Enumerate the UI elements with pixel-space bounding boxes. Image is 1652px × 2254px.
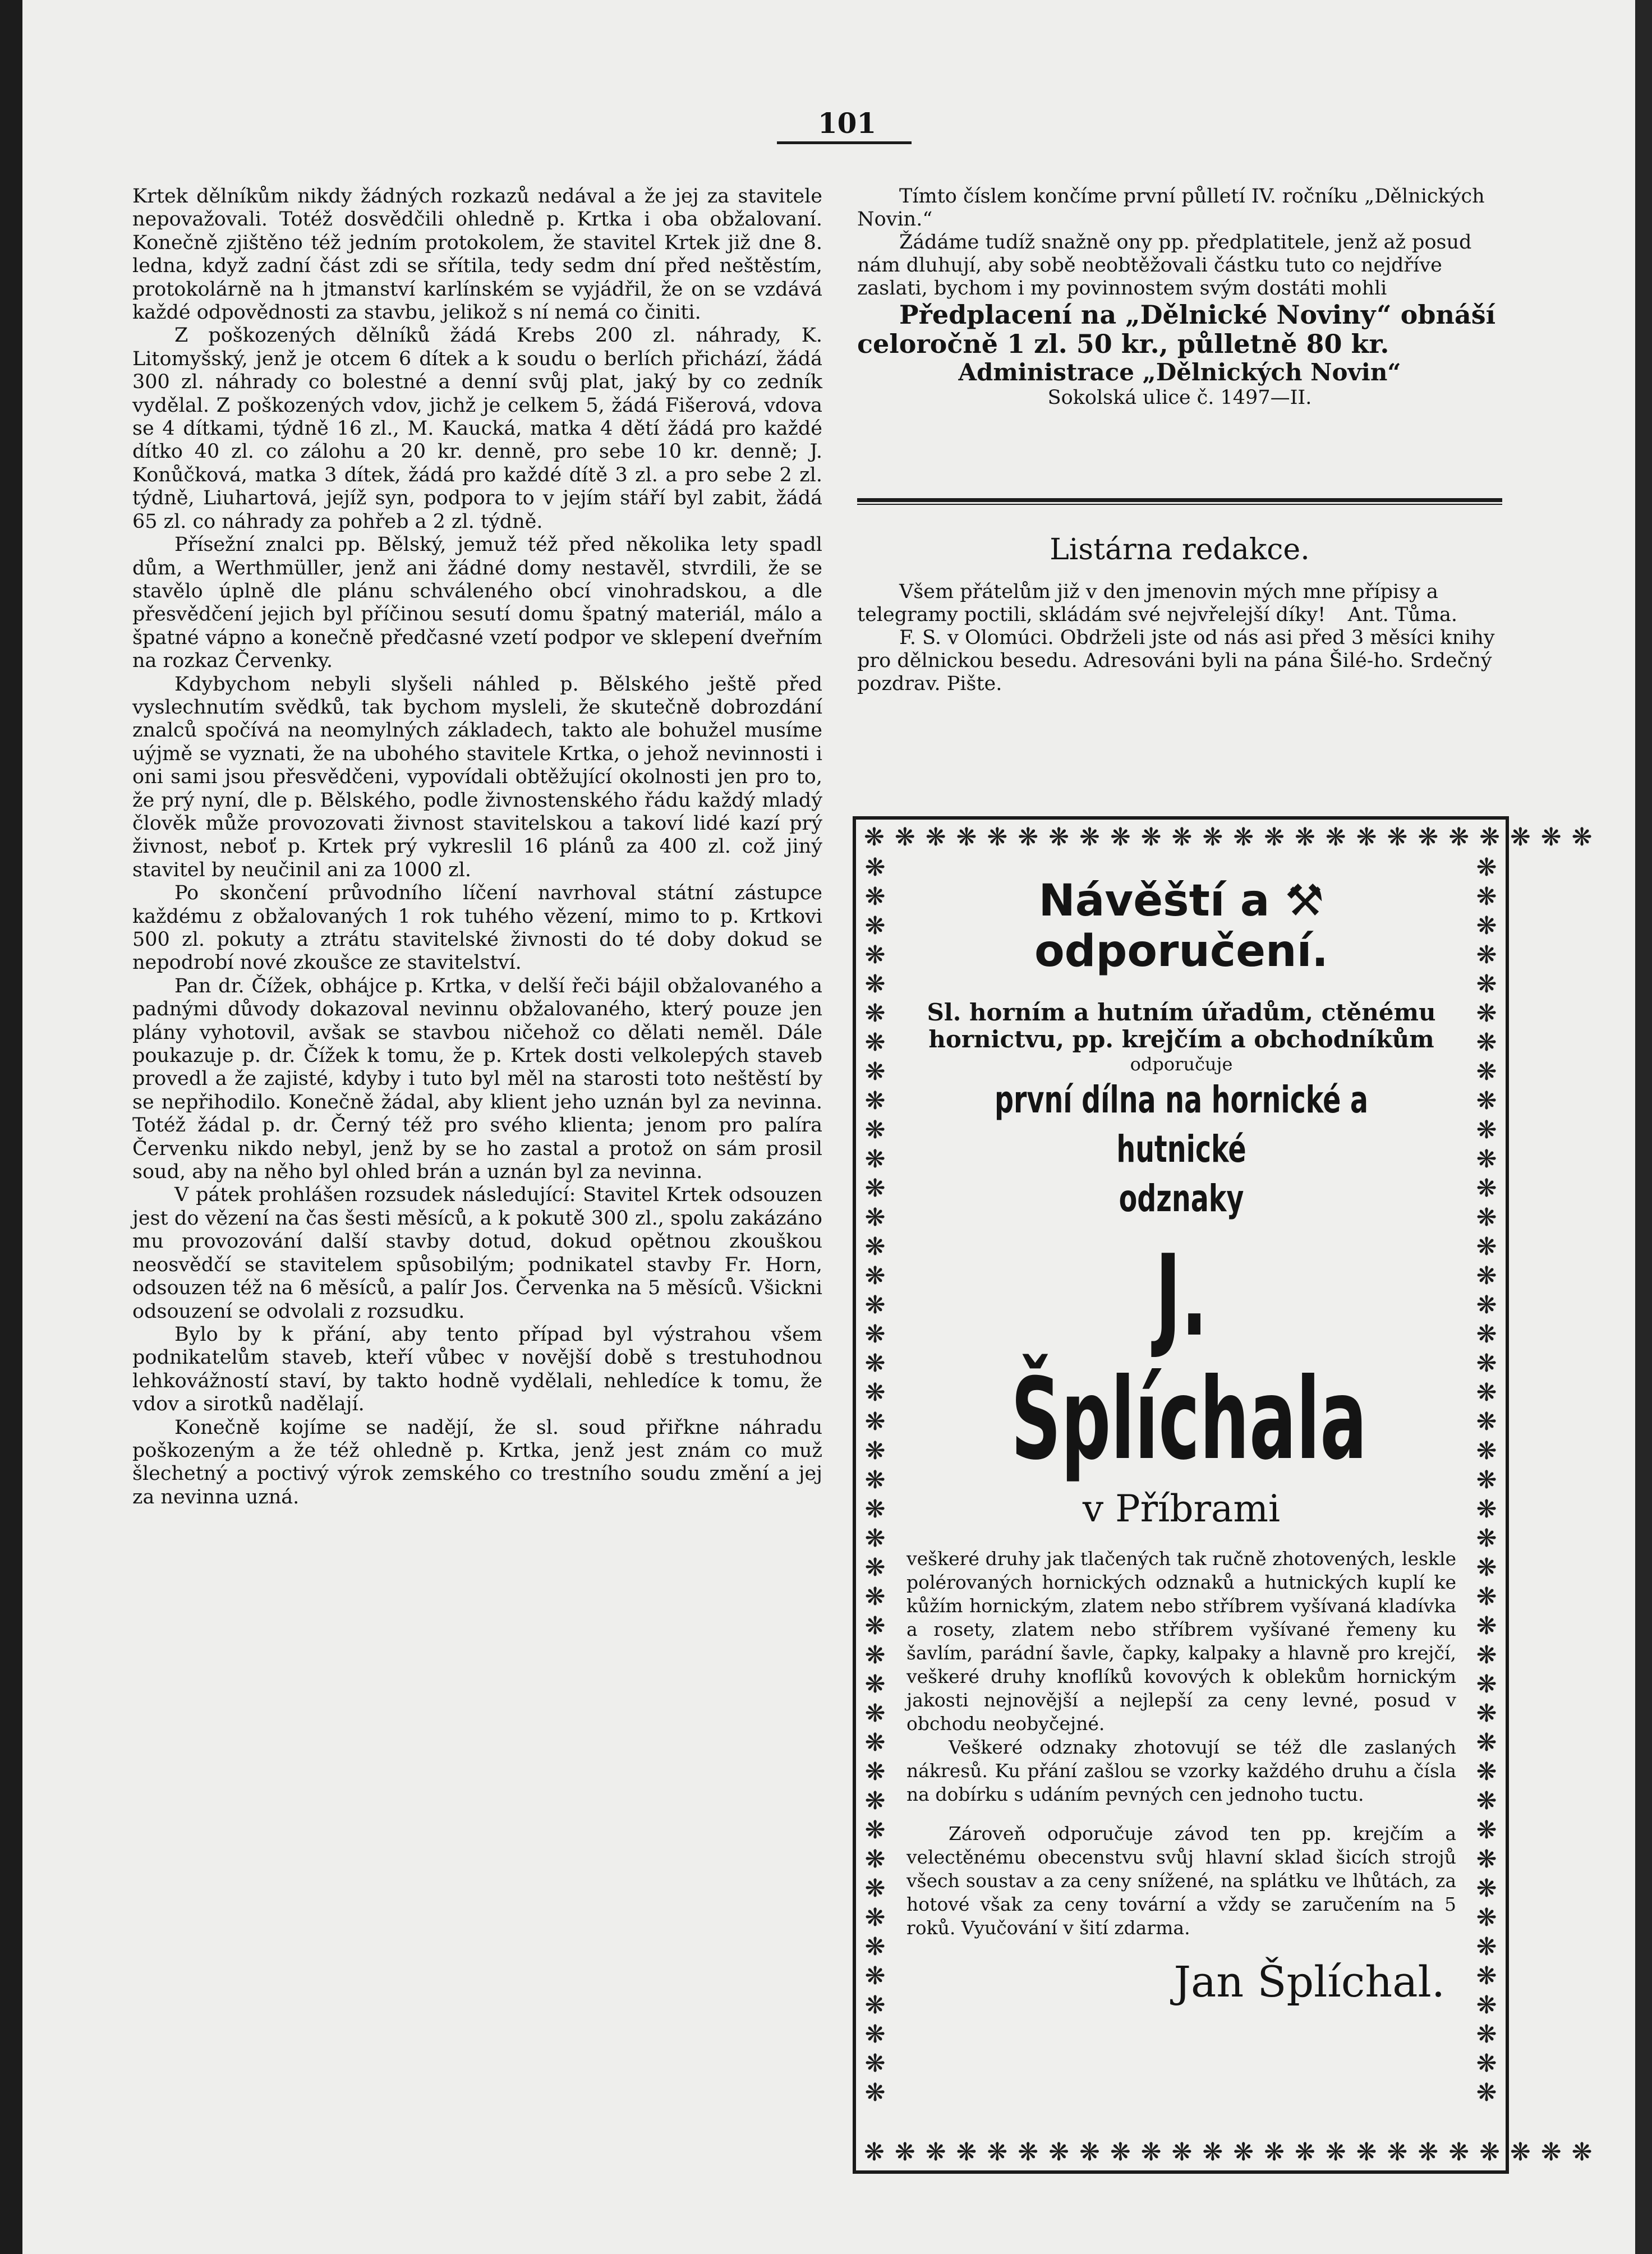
- administration-address: Sokolská ulice č. 1497—II.: [1047, 387, 1312, 409]
- advertisement-box: [853, 816, 1594, 2174]
- advertisement-body: Veškeré odznaky zhotovují se též dle zaslaných nákresů. Ku přání zašlou se vzorky každého druhu a čísla na dobírku s udáním pevných cen jednoho tuctu.: [906, 1736, 1456, 1805]
- left-column: [132, 185, 822, 1509]
- right-column-notices: [857, 185, 1502, 410]
- paragraph: V pátek prohlášen rozsudek následující: Stavitel Krtek odsouzen jest do vězení na čas šesti měsíců, a k pokutě 300 zl., spolu zakázáno mu provozování další stavby dotud, dokud opětnou zkouškou neosvědčí se stavitelem spůsobilým; podnikatel stavby Fr. Horn, odsouzen též na 6 měsíců, a palír Jos. Červenka na 5 měsíců. Všickni odsouzení se odvolali z rozsudku.: [132, 1184, 822, 1323]
- paragraph: Bylo by k přání, aby tento případ byl výstrahou všem podnikatelům staveb, kteří vůbec v novější době s trestuhodnou lehkovážností staví, by takto hodně vydělali, nehledíce k tomu, že vdov a sirotků nadělají.: [132, 1323, 822, 1416]
- paragraph: Po skončení průvodního líčení navrhoval státní zástupce každému z obžalovaných 1 rok tuhého vězení, mimo to p. Krtkovi 500 zl. pokuty a ztrátu stavitelské živnosti do té doby dokud se nepodrobí nové zkoušce ze stavitelství.: [132, 882, 822, 974]
- notice-end-of-half-year: Tímto číslem končíme první půlletí IV. ročníku „Dělnických Novin.“: [857, 185, 1485, 231]
- paragraph: Konečně kojíme se nadějí, že sl. soud přiřkne náhradu poškozeným a že též ohledně p. Krtka, jenž jest znám co muž šlechetný a poctivý výrok zemského co trestního soudu změní a jej za nevinna uzná.: [132, 1416, 822, 1508]
- subscription-price: Předplacení na „Dělnické Noviny“ obnáší celoročně 1 zl. 50 kr., půlletně 80 kr.: [857, 300, 1496, 359]
- scan-edge-right: [1635, 0, 1652, 2254]
- page-number: 101: [817, 107, 877, 140]
- advertisement-content: [906, 870, 1456, 2007]
- scan-edge-left: [0, 0, 22, 2254]
- advertisement-body: Zároveň odporučuje závod ten pp. krejčím a velectěnému obecenstvu svůj hlavní sklad šicích strojů všech soustav a za ceny snížené, na splátku ve lhůtách, za hotové však za ceny tovární a vždy se zaručením na 5 roků. Vyučování v šití zdarma.: [906, 1823, 1456, 1939]
- paragraph: Krtek dělníkům nikdy žádných rozkazů nedával a že jej za stavitele nepovažovali. Totéž dosvědčili ohledně p. Krtka i oba obžalovaní. Konečně zjištěno též jedním protokolem, že stavitel Krtek již dne 8. ledna, když zadní část zdi se sřítila, tedy sedm dní před neštěstím, protokolárně na h jtmanství karlínském se vyjádřil, že on se vzdává každé odpovědnosti za stavbu, jelikož s ní nemá co činiti.: [132, 185, 822, 324]
- paragraph: Z poškozených dělníků žádá Krebs 200 zl. náhrady, K. Litomyšský, jenž je otcem 6 dítek a k soudu o berlích přichází, žádá 300 zl. náhrady co bolestné a denní svůj plat, jaký by co zedník vydělal. Z poškozených vdov, jichž je celkem 5, žádá Fišerová, vdova se 4 dítkami, týdně 16 zl., M. Kaucká, matka 4 dětí žádá pro každé dítko 40 zl. co zálohu a 20 kr. denně, pro sebe 10 kr. denně; J. Konůčková, matka 3 dítek, žádá pro každé dítě 3 zl. a pro sebe 2 zl. týdně, Liuhartová, jejíž syn, podpora to v jejím stáří byl zabit, žádá 65 zl. co náhrady za pohřeb a 2 zl. týdně.: [132, 324, 822, 533]
- advertisement-signature: Jan Šplíchal.: [1174, 1957, 1445, 2007]
- administration-title: Administrace „Dělnických Novin“: [958, 358, 1401, 386]
- page-number-rule: [777, 141, 912, 144]
- paragraph: Kdybychom nebyli slyšeli náhled p. Bělského ještě před vyslechnutím svědků, tak bychom mysleli, že skutečně dobrozdání znalců spočívá na neomylných základech, takto ale bohužel musíme uýjmě se vyznati, že na ubohého stavitele Krtka, o jehož nevinnosti i oni sami jsou přesvědčeni, vypovídali obtěžující okolnosti jen pro to, že prý nyní, dle p. Bělského, podle živnostenského řádu každý mladý člověk může provozovati živnost stavitelskou a takoví lidé kazí prý živnost, neboť p. Krtek prý vykreslil 16 plánů za 400 zl. což jiný stavitel by neučinil ani za 1000 zl.: [132, 673, 822, 881]
- notice-subscribers: Žádáme tudíž snažně ony pp. předplatitele, jenž až posud nám dluhují, aby sobě neobtěžovali částku tuto co nejdříve zaslati, bychom i my povinnostem svým dostáti mohli: [857, 231, 1472, 300]
- ornament-border-bottom: ❋ ❋ ❋ ❋ ❋ ❋ ❋ ❋ ❋ ❋ ❋ ❋ ❋ ❋ ❋ ❋ ❋ ❋ ❋ ❋ ❋ ❋ ❋ ❋: [864, 2138, 1594, 2166]
- section-divider-thin: [857, 504, 1502, 505]
- paragraph: Přísežní znalci pp. Bělský, jemuž též před několika lety spadl dům, a Werthmüller, jenž ani žádné domy nestavěl, stvrdili, že se stavělo úplně dle plánu schváleného obcí vinohradskou, a dle přesvědčení jejich byl příčinou sesutí domu špatný materiál, málo a špatné vápno a konečně předčasné vzetí podpor ve sklepení dveřním na rozkaz Červenky.: [132, 533, 822, 673]
- ornament-border-top: ❋ ❋ ❋ ❋ ❋ ❋ ❋ ❋ ❋ ❋ ❋ ❋ ❋ ❋ ❋ ❋ ❋ ❋ ❋ ❋ ❋ ❋ ❋ ❋: [864, 823, 1594, 852]
- ornament-border-left: ❋ ❋ ❋ ❋ ❋ ❋ ❋ ❋ ❋ ❋ ❋ ❋ ❋ ❋ ❋ ❋ ❋ ❋ ❋ ❋ ❋ ❋ ❋ ❋ ❋ ❋ ❋ ❋ ❋ ❋ ❋ ❋ ❋ ❋ ❋ ❋ ❋ ❋ ❋ ❋ ❋ ❋ ❋: [864, 853, 886, 2107]
- advertiser-name: J. Šplíchala: [1011, 1231, 1367, 1485]
- listarna-signature: Ant. Tůma.: [1347, 604, 1457, 626]
- advertisement-workshop: první dílna na hornické a hutnické: [995, 1078, 1368, 1171]
- advertisement-recommends: odporučuje: [1130, 1054, 1233, 1075]
- ornament-border-right: ❋ ❋ ❋ ❋ ❋ ❋ ❋ ❋ ❋ ❋ ❋ ❋ ❋ ❋ ❋ ❋ ❋ ❋ ❋ ❋ ❋ ❋ ❋ ❋ ❋ ❋ ❋ ❋ ❋ ❋ ❋ ❋ ❋ ❋ ❋ ❋ ❋ ❋ ❋ ❋ ❋ ❋ ❋: [1476, 853, 1497, 2107]
- advertisement-title: Návěští a ⚒ odporučení.: [1034, 876, 1328, 977]
- listarna-entry: Všem přátelům již v den jmenovin mých mne přípisy a telegramy poctili, skládám své nejvřelejší díky!: [857, 581, 1438, 626]
- paragraph: Pan dr. Čížek, obhájce p. Krtka, v delší řeči bájil obžalovaného a padnými důvody dokazoval nevinnu obžalovaného, který pouze jen plány vyhotovil, avšak se stavbou ničehož co dělati neměl. Dále poukazuje p. dr. Čížek k tomu, že p. Krtek dosti velkolepých staveb provedl a že zajisté, kdyby i tuto byl měl na starosti toto neštěstí by se nepřihodilo. Konečně žádal, aby klient jeho uznán byl za nevinna. Totéž žádal p. dr. Černý též pro svého klienta; jenom pro palíra Červenku nikdo nebyl, jenž by se ho zastal a protož on sám prosil soud, aby na něho byl ohled brán a uznán byl za nevinna.: [132, 974, 822, 1184]
- listarna-section: [857, 581, 1502, 696]
- advertisement-body: veškeré druhy jak tlačených tak ručně zhotovených, leskle polérovaných hornických odznaků a hutnických kuplí ke kůžím hornickým, zlatem nebo stříbrem vyšívaná kladívka a rosety, zlatem nebo stříbrem vyšívané řemeny ku šavlím, parádní šavle, čapky, kalpaky a hlavně pro krejčí, veškeré druhy knoflíků kovových k oblekům hornickým jakosti nejnovější a nejlepší za ceny levné, posud v obchodu neobyčejné.: [906, 1548, 1456, 1735]
- section-divider: [857, 498, 1502, 502]
- listarna-heading: Listárna redakce.: [1050, 533, 1310, 567]
- listarna-entry: F. S. v Olomúci. Obdrželi jste od nás asi před 3 měsíci knihy pro dělnickou besedu. Adresováni byli na pána Šilé-ho. Srdečný pozdrav. Pište.: [857, 627, 1495, 695]
- advertiser-place: v Příbrami: [1082, 1487, 1281, 1530]
- advertisement-addressees: Sl. horním a hutním úřadům, ctěnému hornictvu, pp. krejčím a obchodníkům: [927, 999, 1436, 1053]
- advertisement-badges: odznaky: [1119, 1177, 1244, 1220]
